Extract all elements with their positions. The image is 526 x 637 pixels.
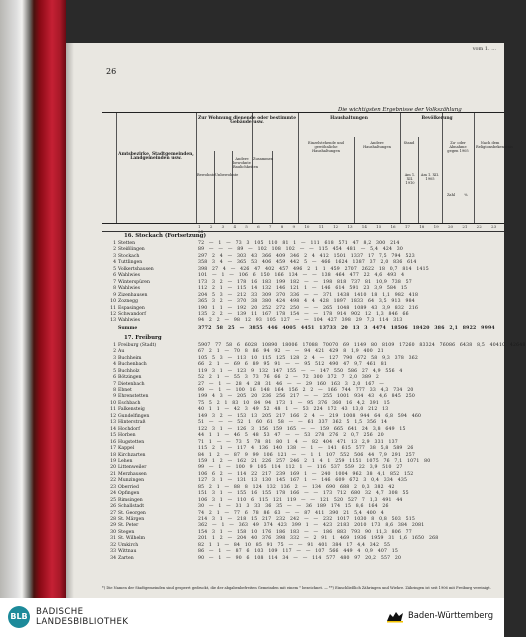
row-number: 13 — [110, 318, 116, 324]
row-values: 362 — 1 — 363 49 374 423 399 1 — 423 2183 2010 173 8,6 384 2081 — [198, 523, 425, 529]
row-name: Wahlwies — [118, 286, 140, 292]
row-number: 14 — [110, 426, 116, 432]
bw-name[interactable]: Baden-Württemberg — [408, 610, 494, 620]
row-name: St. Georgen — [118, 510, 146, 516]
row-number: 11 — [110, 407, 116, 413]
table-row — [102, 485, 504, 491]
row-name: Littenweiler — [118, 465, 147, 471]
header-religion: Nach dem Religionsbekenntnis — [476, 141, 514, 150]
footnote: *) Die Namen der Stadtgemeinden sind gesperrt gedruckt, die der abgabenbefreiten Gemeinden mit einem ° bezeichnet. — **) Einschließlich Zähringen und Wiehre. Zähringen ist seit 1906 mit Freiburg vereinigt. — [102, 586, 491, 590]
table-row — [102, 478, 504, 484]
row-values: 105 5 3 — 113 10 115 125 128 2 4 — 127 790 672 58 9,3 378 362 — [198, 355, 419, 361]
row-values: 27 — 1 — 28 4 28 31 46 — — 29 160 163 3 2,0 167 — — [198, 381, 385, 387]
gutter-shadow — [66, 43, 74, 598]
row-values: 72 — 1 — 73 3 105 110 81 1 — 111 618 571 47 8,2 300 214 — [198, 241, 400, 246]
row-values: 112 2 1 — 115 14 132 146 121 1 — 146 614 591 23 3,9 584 15 — [198, 286, 408, 292]
row-values: 173 3 2 — 178 16 183 199 182 — — 198 818 737 81 10,9 738 57 — [198, 279, 412, 285]
row-name: Merzhausen — [118, 471, 147, 477]
row-values: 94 2 2 — 98 12 93 105 127 — — 104 427 398 29 7,3 114 313 — [198, 318, 403, 324]
header-stand-1905: Am 1. XII. 1905 — [420, 173, 440, 182]
row-number: 7 — [113, 381, 116, 387]
table-row — [102, 394, 504, 400]
blb-logo-icon[interactable]: BLB — [8, 606, 30, 628]
row-values: 204 5 3 — 212 33 309 370 336 — — 371 1438 1410 18 1,1 982 418 — [198, 292, 419, 298]
table-row — [102, 260, 504, 266]
sum-row — [102, 326, 504, 332]
row-number: 5 — [113, 368, 116, 374]
row-values: 119 3 1 — 123 9 132 147 155 — — 147 550 586 27 4,9 556 4 — [198, 368, 403, 374]
row-name: Zoznegg — [118, 299, 138, 305]
row-values: 99 — 1 — 100 16 148 164 156 2 2 — 166 744 777 33 4,3 734 20 — [198, 388, 414, 393]
row-number: 6 — [113, 375, 116, 381]
row-name: Buchenbach — [118, 362, 147, 368]
row-name: Munzingen — [118, 478, 145, 484]
row-number: 1 — [113, 342, 116, 348]
row-number: 16 — [110, 439, 116, 445]
row-number: 15 — [110, 433, 116, 439]
table-row — [102, 369, 504, 375]
document-page — [66, 43, 526, 598]
column-numbers: 1 2 3 4 5 6 7 8 9 10 11 12 13 14 15 16 17 18 19 20 21 22 23 24 — [198, 224, 497, 234]
table-row — [102, 543, 504, 549]
table-row — [102, 382, 504, 388]
row-number: 20 — [110, 465, 116, 471]
row-number: 10 — [110, 400, 116, 406]
header-stand: Stand — [403, 141, 415, 145]
top-right-mark: vom 1. ... — [472, 46, 496, 52]
table-row — [102, 286, 504, 292]
table-header — [102, 113, 514, 224]
row-name: Freiburg (Stadt) — [118, 342, 157, 348]
header-haushaltungen: Haushaltungen — [330, 116, 368, 121]
row-name: Winterspüren — [118, 279, 150, 285]
column-number-row — [102, 223, 504, 232]
table-row — [102, 453, 504, 459]
table-row — [102, 504, 504, 510]
row-values: 201 1 2 — 204 40 376 398 332 — 2 91 1 469 1936 1959 31 1,6 1650 268 — [198, 536, 439, 542]
table-row — [102, 549, 504, 555]
table-row — [102, 556, 504, 562]
row-values: 30 — 1 — 31 3 33 36 35 — — 36 189 174 15 8,6 164 26 — [198, 504, 389, 510]
row-name: St. Peter — [118, 523, 139, 529]
row-name: St. Märgen — [118, 517, 145, 522]
row-number: 4 — [113, 260, 116, 266]
row-number: 8 — [113, 388, 116, 393]
header-bevoelkerung: Bevölkerung — [421, 116, 453, 121]
header-zusammen: Zusammen — [253, 157, 274, 161]
row-name: Wahlwies — [118, 318, 140, 324]
row-number: 4 — [113, 362, 116, 368]
row-values: 159 1 2 — 162 21 226 257 246 2 1 4 1 259 1151 1075 76 7,1 1071 80 — [198, 458, 431, 464]
header-zahl: Zahl — [446, 193, 456, 197]
header-zunahme: Zu- oder Abnahme gegen 1905 — [447, 141, 469, 154]
sum-values: 3772 58 25 — 3855 446 4005 4451 13733 20 13 3 4474 18506 18420 386 2,1 8922 9994 — [198, 325, 495, 331]
table-row — [102, 465, 504, 471]
row-number: 6 — [113, 273, 116, 279]
row-number: 17 — [110, 446, 116, 452]
row-number: 12 — [110, 413, 116, 419]
table-row — [102, 472, 504, 478]
row-name: Rimsingen — [118, 497, 143, 503]
row-name: Bötzingen — [118, 375, 142, 381]
section-title — [102, 335, 504, 341]
row-values: 51 — — — 52 1 60 61 58 — — 61 337 362 5 1,5 356 14 — [198, 420, 388, 426]
table-row — [102, 440, 504, 446]
row-number: 21 — [110, 471, 116, 477]
table-row — [102, 536, 504, 542]
header-bewohnt: Bewohnte — [197, 173, 216, 177]
row-values: 90 — 1 — 90 6 108 114 34 — — 114 577 480 97 20,2 557 20 — [198, 555, 402, 561]
row-values: 84 1 2 — 87 9 99 106 121 — — 1 1 107 552 506 44 7,9 291 257 — [198, 452, 416, 458]
row-name: Hugstetten — [118, 439, 145, 445]
row-values: 135 2 2 — 139 11 167 178 154 — — 178 914 902 12 1,3 846 66 — [198, 311, 409, 317]
row-name: Schallstadt — [118, 504, 145, 510]
baden-wuerttemberg-lion-icon — [386, 611, 404, 623]
row-values: 199 4 3 — 205 20 236 256 217 — — 255 1001 934 43 4,6 845 250 — [198, 394, 416, 400]
row-name: Lehen — [118, 458, 133, 464]
row-number: 11 — [110, 305, 116, 311]
row-number: 10 — [110, 299, 116, 305]
row-name: Stockach — [118, 253, 140, 259]
header-unbewohnt: Unbewohnte — [215, 173, 239, 177]
blb-line-1: BADISCHE — [36, 607, 84, 617]
row-values: 398 27 4 — 426 47 402 457 496 2 1 1 459 2707 2622 18 0,7 814 1415 — [198, 266, 429, 272]
table-row — [102, 342, 526, 349]
table-row — [102, 420, 504, 426]
row-name: Stetten — [118, 241, 136, 246]
row-values: 99 — 1 — 100 9 105 114 112 1 — 116 537 559 22 3,9 510 27 — [198, 465, 403, 471]
row-name: Horben — [118, 433, 136, 439]
row-number: 2 — [113, 247, 116, 253]
section-title-text: 17. Freiburg — [124, 334, 162, 341]
row-name: Volkertshausen — [118, 266, 154, 272]
row-values: 154 3 1 — 158 10 176 186 183 — — 186 883 793 90 11,3 806 77 — [198, 529, 412, 535]
row-number: 22 — [110, 478, 116, 484]
table-row — [102, 280, 504, 286]
row-values: 365 3 2 — 370 38 380 424 498 4 4 428 1897 1833 64 3,5 913 984 — [198, 299, 415, 305]
row-values: 5907 77 58 6 6028 10890 18006 17088 70070 69 1149 80 8109 17260 83324 76086 6438 8,5 40410 42648 — [198, 342, 526, 348]
row-values: 82 1 1 — 84 10 85 91 75 — — 91 401 384 17 4,4 342 55 — [198, 542, 391, 548]
row-number: 1 — [113, 241, 116, 246]
header-pct: % — [464, 193, 468, 197]
row-values: 297 2 4 — 303 43 366 409 346 2 4 412 1501 1337 17 7,5 794 523 — [198, 253, 415, 259]
row-values: 127 3 1 — 131 13 130 145 167 1 — 146 609 672 3 0,4 334 435 — [198, 478, 408, 484]
table-row — [102, 356, 504, 362]
row-values: 89 — — — 89 — 102 108 102 — — 115 454 481 — 5,4 424 30 — [198, 247, 403, 253]
row-name: Umkirch — [118, 542, 139, 548]
table-row — [102, 433, 504, 439]
sum-label: Summe — [118, 325, 138, 331]
header-bezirk: Amtsbezirke, Stadtgemeinden, Landgemeinden usw. — [118, 152, 194, 162]
table-row — [102, 446, 504, 452]
row-name: Oberried — [118, 484, 139, 490]
row-values: 71 1 — — 73 5 78 81 80 1 4 — 82 404 471 13 2,9 331 137 — [198, 439, 398, 445]
section-title-text: 16. Stockach (Fortsetzung) — [124, 233, 207, 239]
statistics-table — [102, 112, 526, 585]
row-name: Zizenhausen — [118, 292, 148, 298]
row-values: 74 2 1 — 77 6 78 86 63 — — 87 411 390 21 5,4 400 4 — [198, 510, 384, 516]
row-name: Steißlingen — [118, 247, 145, 253]
table-row — [102, 491, 504, 497]
row-number: 3 — [113, 253, 116, 259]
table-row — [102, 267, 504, 273]
row-number: 12 — [110, 311, 116, 317]
row-number: 34 — [110, 555, 116, 561]
row-number: 7 — [113, 279, 116, 285]
row-values: 106 3 1 — 110 6 115 121 119 — — 121 520 527 7 1,3 491 44 — [198, 497, 403, 503]
row-name: Stegen — [118, 529, 135, 535]
table-row — [102, 254, 504, 260]
header-anstalt: Andere Haushaltungen — [363, 141, 391, 150]
header-sonstige: Andere bewohnte Baulichkeiten — [233, 157, 259, 170]
book-binding — [0, 0, 66, 605]
row-name: Buchholz — [118, 368, 140, 374]
row-values: 190 1 1 — 192 20 252 272 250 — — 265 1048 1089 43 3,9 832 216 — [198, 305, 419, 311]
row-number: 32 — [110, 542, 116, 548]
row-number: 8 — [113, 286, 116, 292]
table-row — [102, 523, 504, 529]
row-values: 40 1 1 — 42 3 49 52 48 1 — 53 224 172 43 13,0 212 13 — [198, 407, 389, 413]
row-number: 18 — [110, 452, 116, 458]
row-name: Espasingen — [118, 305, 145, 311]
row-number: 19 — [110, 458, 116, 464]
table-row — [102, 273, 504, 279]
blb-name[interactable] — [36, 607, 128, 627]
row-values: 85 2 1 — 88 8 124 132 136 2 — 134 690 688 2 0,3 382 42 — [198, 484, 395, 490]
row-name: Wahlwies — [118, 273, 140, 279]
header-stand-1910: Am 1. XII. 1910 — [404, 173, 416, 186]
table-row — [102, 293, 504, 299]
row-values: 115 2 1 — 117 4 136 140 138 — 1 — 141 615 577 38 5,8 589 26 — [198, 446, 414, 452]
row-name: Zarten — [118, 555, 134, 561]
row-number: 31 — [110, 536, 116, 542]
row-number: 26 — [110, 504, 116, 510]
row-values: 52 2 1 — 55 3 73 76 66 2 — 72 300 372 7 2,0 389 2 — [198, 375, 380, 381]
row-values: 44 1 1 — 46 5 48 53 47 — — 53 278 276 2 0,7 256 20 — [198, 433, 384, 439]
row-values: 101 — 1 — 106 6 150 166 134 — — 138 464 477 22 4,6 493 4 — [198, 273, 405, 279]
row-name: Hochdorf — [118, 426, 140, 432]
row-name: Falkensteig — [118, 407, 145, 413]
row-name: Eschbach — [118, 400, 141, 406]
row-values: 66 2 1 — 69 6 89 95 91 — — 95 512 490 47 9,7 461 81 — [198, 362, 387, 368]
row-number: 13 — [110, 420, 116, 426]
row-name: Dietenbach — [118, 381, 145, 387]
row-values: 67 2 1 — 70 8 86 94 92 — — 94 421 429 8 1,9 400 21 — [198, 349, 384, 355]
table-row — [102, 498, 504, 504]
row-number: 23 — [110, 484, 116, 490]
row-name: Gundelfingen — [118, 413, 150, 419]
table-row — [102, 401, 504, 407]
running-head: Die wichtigsten Ergebnisse der Volkszählung — [338, 107, 462, 113]
row-name: Ebnet — [118, 388, 132, 393]
row-number: 30 — [110, 529, 116, 535]
row-values: 106 6 2 — 114 22 217 239 169 1 — 240 1004 962 38 4,1 852 152 — [198, 471, 414, 477]
table-row — [102, 247, 504, 253]
row-number: 25 — [110, 497, 116, 503]
table-row — [102, 299, 504, 305]
row-name: Kappel — [118, 446, 135, 452]
row-name: Opfingen — [118, 491, 140, 497]
row-number: 9 — [113, 394, 116, 400]
table-row — [102, 306, 504, 312]
row-values: 214 3 1 — 218 15 217 232 242 — — 232 1017 1030 8 0,8 503 515 — [198, 517, 416, 522]
row-values: 122 3 1 — 126 3 156 159 165 — — 159 665 641 24 3,8 649 15 — [198, 426, 406, 432]
row-values: 149 3 2 — 153 13 205 217 166 2 4 — 219 1008 944 64 6,8 594 460 — [198, 413, 422, 419]
table-row — [102, 414, 504, 420]
blb-line-2: LANDESBIBLIOTHEK — [36, 617, 129, 627]
row-number: 9 — [113, 292, 116, 298]
row-number: 29 — [110, 523, 116, 529]
table-row — [102, 375, 504, 381]
table-row — [102, 349, 504, 355]
table-row — [102, 530, 504, 536]
row-number: 2 — [113, 349, 116, 355]
row-number: 3 — [113, 355, 116, 361]
table-row — [102, 318, 504, 324]
row-number: 28 — [110, 517, 116, 522]
header-wohnhaeuser: Zur Wohnung dienende oder bestimmte Gebäude usw. — [198, 116, 296, 126]
table-row — [102, 511, 504, 517]
row-number: 33 — [110, 549, 116, 555]
table-row — [102, 427, 504, 433]
row-name: Wittnau — [118, 549, 137, 555]
row-name: Hinterstraß — [118, 420, 146, 426]
row-name: Tuttlingen — [118, 260, 143, 266]
row-values: 358 3 4 — 365 53 406 459 442 5 — 466 1624 1387 37 2,0 836 614 — [198, 260, 417, 266]
row-number: 5 — [113, 266, 116, 272]
row-name: Ehrenstetten — [118, 394, 149, 400]
row-name: Schwandorf — [118, 311, 146, 317]
row-number: 24 — [110, 491, 116, 497]
table-row — [102, 362, 504, 368]
row-values: 151 3 1 — 155 16 155 178 166 — — 173 712 680 32 4,7 308 55 — [198, 491, 409, 497]
section-title — [102, 233, 504, 239]
row-name: Au — [118, 349, 125, 355]
row-values: 75 5 2 1 83 10 84 94 173 1 — 95 376 360 16 4,2 391 15 — [198, 400, 390, 406]
table-row — [102, 407, 504, 413]
row-values: 86 — 1 — 87 6 103 109 117 — — 107 566 449 4 0,9 407 15 — [198, 549, 398, 555]
header-einzel: Einzelstehende und gewöhnliche Haushaltungen — [308, 141, 344, 154]
row-number: 27 — [110, 510, 116, 516]
row-name: Kirchzarten — [118, 452, 146, 458]
page-number: 26 — [106, 67, 117, 76]
viewer-footer — [0, 598, 504, 637]
row-name: St. Wilhelm — [118, 536, 145, 542]
row-name: Buchheim — [118, 355, 142, 361]
